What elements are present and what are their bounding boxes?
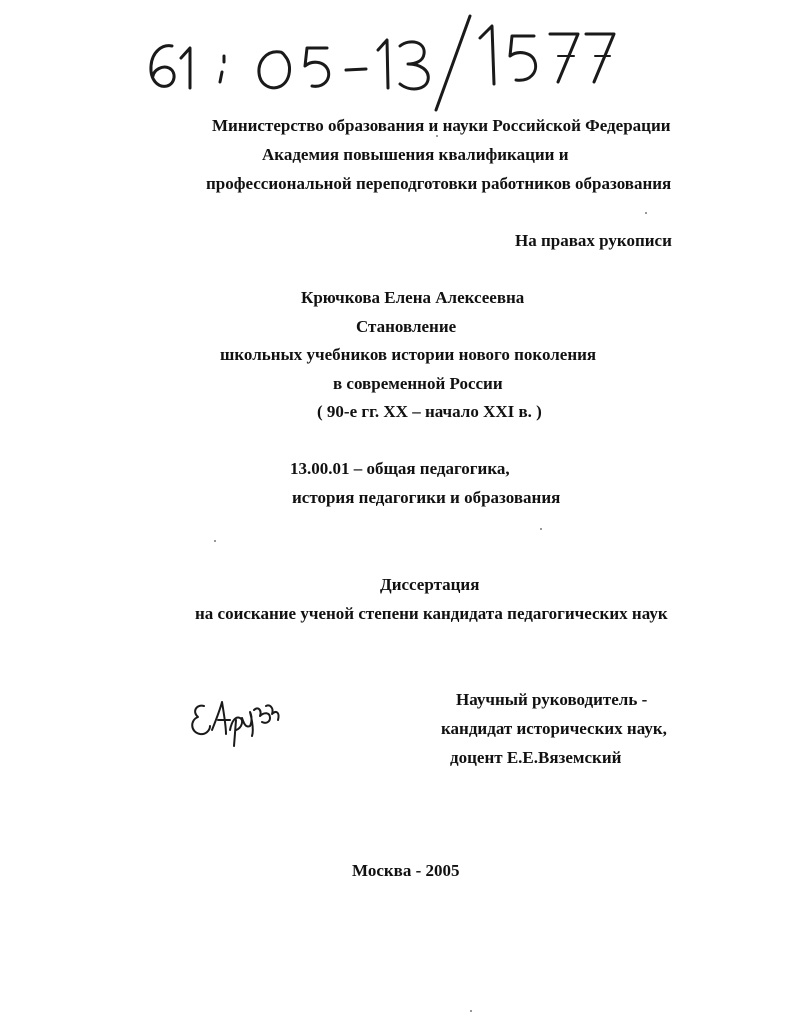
scan-speck <box>645 212 647 214</box>
supervisor-title: Научный руководитель - <box>456 690 648 709</box>
ministry-name: Министерство образования и науки Российской Федерации <box>212 116 671 135</box>
scan-speck <box>540 528 542 530</box>
title-line: школьных учебников истории нового поколения <box>220 345 597 364</box>
specialty-name: история педагогики и образования <box>292 488 561 507</box>
rights-note: На правах рукописи <box>515 231 672 250</box>
specialty-code: 13.00.01 – общая педагогика, <box>290 459 510 478</box>
supervisor-degree: кандидат исторических наук, <box>441 719 667 738</box>
author-name: Крючкова Елена Алексеевна <box>301 288 525 307</box>
handwritten-signature <box>186 690 286 750</box>
academy-name-line-2: профессиональной переподготовки работников образования <box>206 174 672 193</box>
document-type: Диссертация <box>380 575 480 594</box>
title-line: в современной России <box>333 374 503 393</box>
scan-speck <box>436 135 438 137</box>
scan-speck <box>214 540 216 542</box>
title-line: Становление <box>356 317 457 336</box>
scan-speck <box>470 1010 472 1012</box>
handwritten-archive-code <box>140 10 620 115</box>
title-line: ( 90-е гг. XX – начало XXI в. ) <box>317 402 542 421</box>
city-year: Москва - 2005 <box>352 861 460 880</box>
degree-line: на соискание ученой степени кандидата педагогических наук <box>195 604 668 623</box>
academy-name-line-1: Академия повышения квалификации и <box>262 145 569 164</box>
supervisor-name: доцент Е.Е.Вяземский <box>450 748 622 767</box>
